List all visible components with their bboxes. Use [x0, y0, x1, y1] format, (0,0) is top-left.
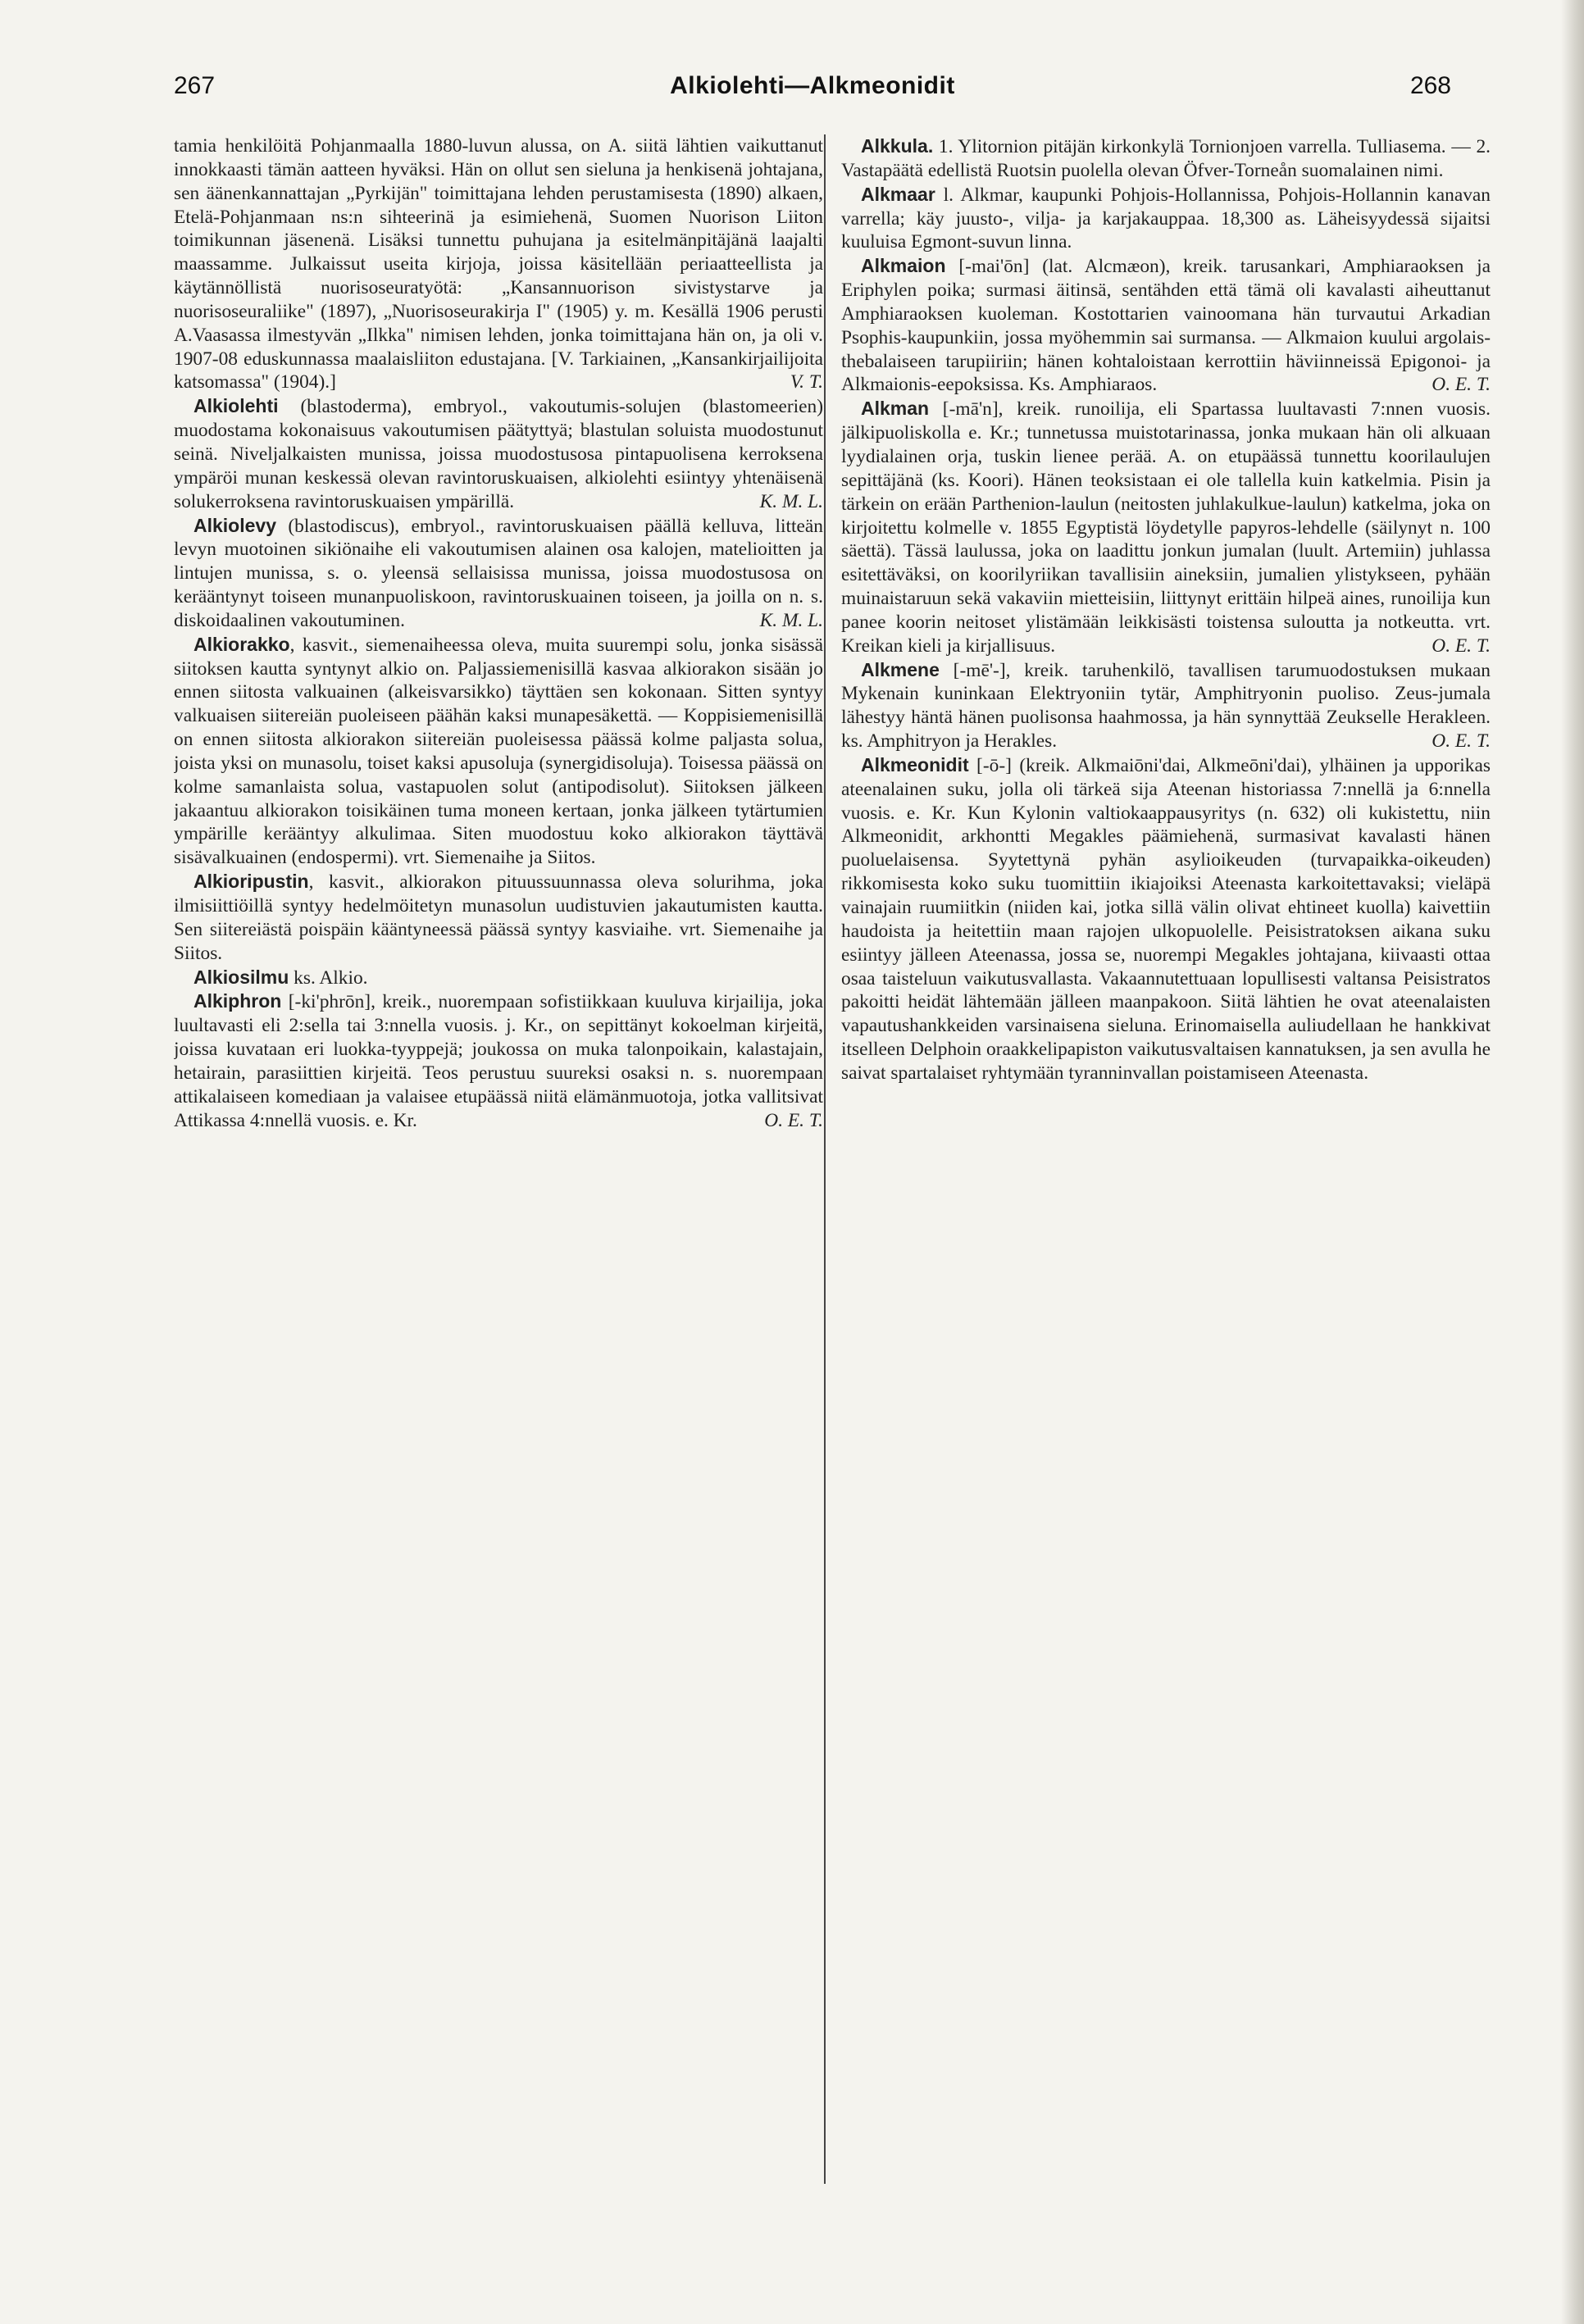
headword: Alkiosilmu	[193, 966, 289, 988]
entry-alkiolehti: Alkiolehti (blastoderma), embryol., vakoutumis-solujen (blastomeerien) muodostama kokonaisuus vakoutumisen päätyttyä; blastulan soluista muodostunut seinä. Niveljalkaisten munissa, joissa muodostusosa pintapuolisena kerroksena ympäröi munan keskessä olevan ravintoruskuaisen, alkiolehti esiintyy yhtenäisenä solukerroksena ravintoruskuaisen ympärillä. K. M. L.	[174, 395, 823, 512]
page-number-right: 268	[1409, 72, 1451, 99]
signature: O. E. T.	[764, 1109, 823, 1131]
headword: Alkiolevy	[193, 514, 276, 536]
signature: K. M. L.	[759, 490, 823, 512]
headword: Alkmaar	[861, 183, 935, 205]
entry-alkmaion: Alkmaion [-mai'ōn] (lat. Alcmæon), kreik. tarusankari, Amphiaraoksen ja Eriphylen poika; surmasi äitinsä, sentähden että tämä oli kavalasti aiheuttanut Amphiaraoksen kuoleman. Kostottarien vainoomana hän turvautui Arkadian Psophis-kaupunkiin, jossa myöhemmin sai surmansa. — Alkmaion kuului argolais-thebalaiseen tarupiiriin; hänen kohtaloistaan kerrottiin häviinneissä Epigonoi- ja Alkmaionis-eepoksissa. Ks. Amphiaraos. O. E. T.	[841, 255, 1491, 396]
entry-alkiolevy: Alkiolevy (blastodiscus), embryol., ravintoruskuaisen päällä kelluva, litteän levyn muotoinen sikiönaihe eli vakoutumisen alainen osa kalojen, matelioitten ja lintujen munissa, s. o. yleensä sellaisissa munissa, joissa muodostusosa on kerääntynyt toiseen munanpuoliskoon, ravintoruskuainen toiseen, ja joilla on n. s. diskoidaalinen vakoutuminen. K. M. L.	[174, 514, 823, 631]
signature: V. T.	[790, 371, 823, 393]
entry-alkmeonidit: Alkmeonidit [-ō-] (kreik. Alkmaiōni'dai, Alkmeōni'dai), ylhäinen ja upporikas ateenalainen suku, jolla oli tärkeä sija Ateenan historiassa 7:nnellä ja 6:nnella vuosis. e. Kr. Kun Kylonin valtiokaappausyritys (n. 632) oli kukistettu, niin Alkmeonidit, arkhontti Megakles päämiehenä, surmasivat kavalasti hänen puoluelaisensa. Syytettynä pyhän asylioikeuden (turvapaikka-oikeuden) rikkomisesta koko suku tuomittiin ikiajoiksi Ateenasta karkoitettavaksi; vieläpä vainajain ruumiitkin (niiden kai, jotka sillä välin olivat ehtineet kuolla) kaivettiin haudoista ja heitettiin maan rajojen ulkopuolelle. Peisistratoksen aikana suku esiintyy jälleen Ateenassa, jossa se, nuorempi Megakles johtajana, kiivaasti ottaa osaa taisteluun vaikutusvallasta. Vakaannutettuaan lopullisesti valtansa Peisistratos pakoitti heidät lähtemään jälleen maanpakoon. Siitä lähtien he ovat ateenalaisten vapautushankkeiden varsinaisena sieluna. Erinomaisella auliudellaan he hankkivat itselleen Delphoin oraakkelipapiston vaikutusvaltaisen kannatuksen, ja sen avulla he saivat spartalaiset ryhtymään tyranninvallan poistamiseen Ateenasta.	[841, 753, 1491, 1084]
page-edge-shadow	[1561, 0, 1584, 2324]
entry-alkiosilmu: Alkiosilmu ks. Alkio.	[193, 966, 368, 989]
page-header	[174, 72, 1451, 111]
entry-alkkula: Alkkula. 1. Ylitornion pitäjän kirkonkylä Tornionjoen varrella. Tulliasema. — 2. Vastapäätä edellistä Ruotsin puolella olevan Öfver-Torneån suomalainen nimi.	[841, 135, 1491, 181]
left-column	[174, 134, 823, 2274]
signature: O. E. T.	[1432, 730, 1491, 753]
headword: Alkiolehti	[193, 395, 279, 417]
signature: O. E. T.	[1432, 374, 1491, 396]
headword: Alkioripustin	[193, 871, 309, 893]
headword: Alkkula.	[861, 135, 934, 157]
headword: Alkmeonidit	[861, 753, 969, 775]
entry-alkmene: Alkmene [-mē'-], kreik. taruhenkilö, tavallisen tarumuodostuksen mukaan Mykenain kuninkaan Elektryoniin tytär, Amphitryonin puoliso. Zeus-jumala lähestyy häntä hänen puolisonsa haahmossa, ja hän synnyttää Zeukselle Herakleen. ks. Amphitryon ja Herakles. O. E. T.	[841, 658, 1491, 753]
entry-alkmaar: Alkmaar l. Alkmar, kaupunki Pohjois-Hollannissa, Pohjois-Hollannin kanavan varrella; käy juusto-, vilja- ja karjakauppaa. 18,300 as. Läheisyydessä sijaitsi kuuluisa Egmont-suvun linna.	[841, 183, 1491, 253]
page-number-left: 267	[174, 72, 216, 99]
running-title: Alkiolehti—Alkmeonidit	[670, 72, 955, 99]
headword: Alkiorakko	[193, 633, 290, 655]
right-column	[841, 134, 1491, 2274]
headword: Alkman	[861, 398, 930, 420]
continued-paragraph: tamia henkilöitä Pohjanmaalla 1880-luvun alussa, on A. siitä lähtien vaikuttanut innokkaasti tämän aatteen hyväksi. Hän on ollut sen sieluna ja henkisenä johtajana, sen äänenkannattajan „Pyrkijän" toimittajana lehden perustamisesta (1890) alkaen, Etelä-Pohjanmaan ns:n sihteerinä ja esimiehenä, Suomen Nuorison Liiton toimikunnan jäsenenä. Lisäksi tunnettu puhujana ja esitelmänpitäjänä laajalti maassamme. Julkaissut useita kirjoja, joissa käsitellään periaatteellista ja käytännöllistä nuorisoseuratyötä: „Kansannuorison sivistystarve ja nuorisoseuraliike" (1897), „Nuorisoseurakirja I" (1905) y. m. Kesällä 1906 perusti A.Vaasassa ilmestyvän „Ilkka" nimisen lehden, jonka toimittajana hän on, ja oli v. 1907-08 eduskunnassa maalaisliiton edustajana. [V. Tarkiainen, „Kansankirjailijoita katsomassa" (1904).] V. T.	[174, 135, 823, 393]
entry-alkman: Alkman [-mā'n], kreik. runoilija, eli Spartassa luultavasti 7:nnen vuosis. jälkipuoliskolla e. Kr.; tunnetussa muistotarinassa, jonka mukaan hän oli alkuaan lyydialainen orja, tuskin lienee perää. A. on etupäässä tunnettu koorilaulujen sepittäjänä (ks. Koori). Hänen teoksistaan ei ole tallella kuin katkelmia. Pisin ja tärkein on erään Parthenion-laulun (neitosten juhlakulkue-laulun) katkelma, joka on kirjoitettu kolmelle v. 1855 Egyptistä löydetylle papyros-lehdelle (säilynyt n. 100 säettä). Tässä laulussa, joka on laadittu jonkun jumalan (luult. Artemiin) juhlassa esitettäväksi, on koorilyriikan tavallisiin aineksiin, jumalien ylistykseen, pyhään muinaistaruun sekä vakaviin mietteisiin, liittynyt erittäin hilpeä aines, runoilija kun panee koorin neitoset ylistämään leikkisästi toistensa suloutta ja notkeutta. vrt. Kreikan kieli ja kirjallisuus. O. E. T.	[841, 398, 1491, 657]
column-divider	[824, 134, 826, 2184]
headword: Alkiphron	[193, 990, 282, 1012]
entry-alkioripustin: Alkioripustin, kasvit., alkiorakon pituussuunnassa oleva solurihma, joka ilmisiittiöillä syntyy hedelmöitetyn munasolun uudistuvien jakautumisten kautta. Sen siitereiästä poispäin kääntyneessä päässä syntyy kasviaihe. vrt. Siemenaihe ja Siitos.	[174, 871, 823, 964]
headword: Alkmaion	[861, 255, 946, 277]
signature: O. E. T.	[1432, 634, 1491, 657]
headword: Alkmene	[861, 658, 940, 680]
entry-alkiorakko: Alkiorakko, kasvit., siemenaiheessa oleva, muita suurempi solu, jonka sisässä siitoksen kautta syntynyt alkio on. Paljassiemenisillä kasvaa alkiorakon sisään jo ennen siitosta valkuainen (alkeisvarsikko) täyttäen sen kokonaan. Sitten syntyy valkuaisen siitereiän puoleiseen päähän kaksi munapesäkettä. — Koppisiemenisillä on ennen siitosta alkiorakon siitereiän puoleisessa päässä kolme paljasta solua, joista yksi on munasolu, toiset kaksi apusoluja (synergidisoluja). Toisessa päässä on kolme samanlaista solua, vastapuolen solut (antipodisolut). Siitoksen jälkeen jakaantuu alkiorakon toisikäinen tuma moneen kertaan, jonka jälkeen tytärtumien ympärille kerääntyy alkulimaa. Siten muodostuu koko alkiorakon täyttävä sisävalkuainen (endospermi). vrt. Siemenaihe ja Siitos.	[174, 633, 823, 869]
entry-alkiphron: Alkiphron [-ki'phrōn], kreik., nuorempaan sofistiikkaan kuuluva kirjailija, joka luultavasti eli 2:sella tai 3:nnella vuosis. j. Kr., on sepittänyt kokoelman kirjeitä, joissa kuvataan eri luokka-tyyppejä; joukossa on muka talonpoikain, kalastajain, hetairain, parasiittien kirjeitä. Teos perustuu suureksi osaksi n. s. nuorempaan attikalaiseen komediaan ja valaisee etupäässä niitä elämänmuotoja, jotka vallitsivat Attikassa 4:nnellä vuosis. e. Kr. O. E. T.	[174, 990, 823, 1131]
signature: K. M. L.	[759, 609, 823, 631]
